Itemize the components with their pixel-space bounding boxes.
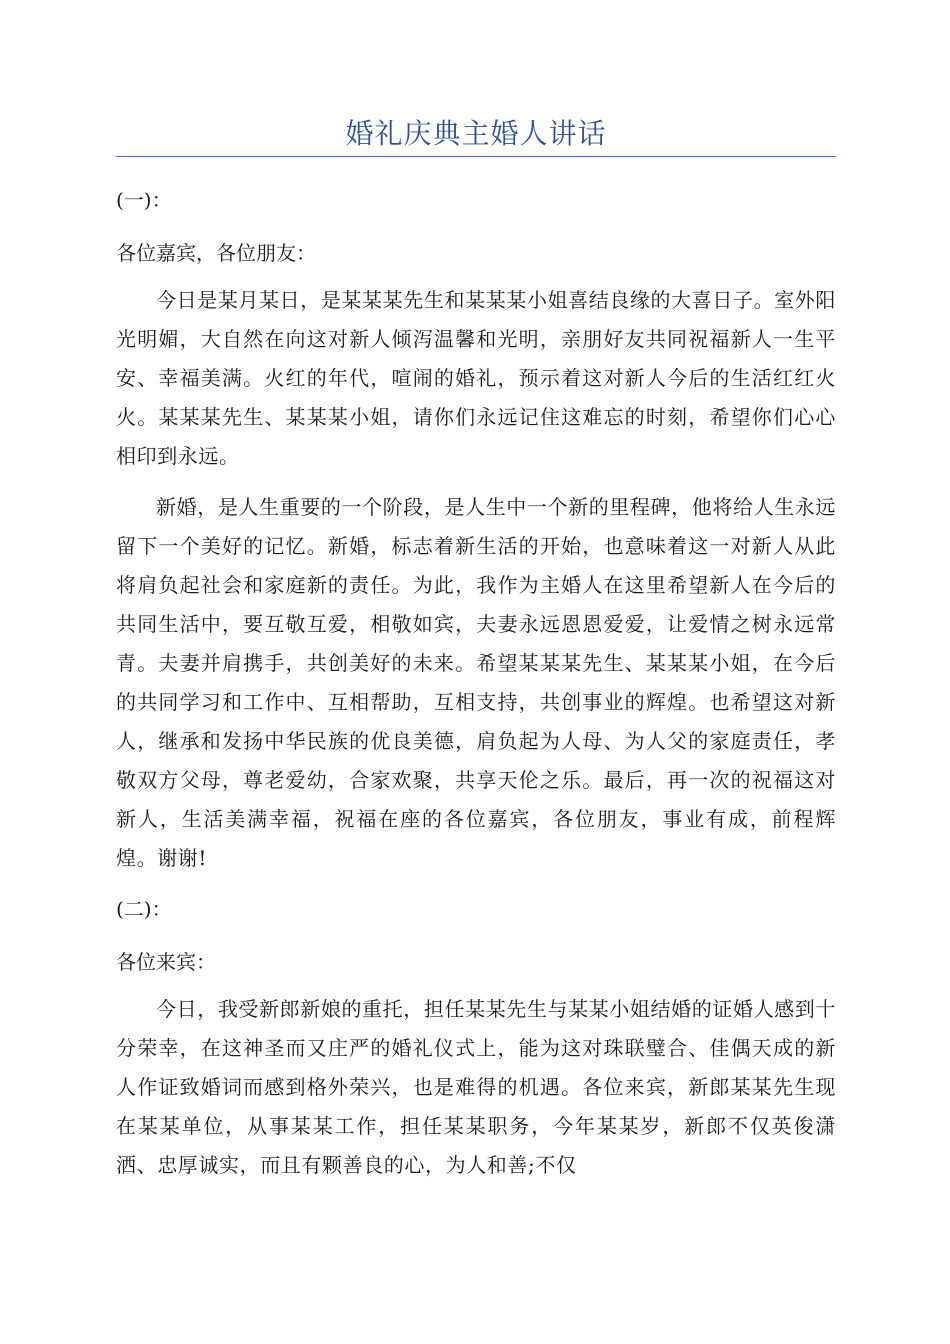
section-2-salutation: 各位来宾： [116, 950, 216, 974]
section-2-heading: (二)： [116, 897, 172, 921]
document-title: 婚礼庆典主婚人讲话 [345, 117, 607, 150]
section-2 [116, 890, 836, 1185]
document-page [116, 0, 836, 1185]
title-underline [116, 156, 836, 157]
section-1-salutation: 各位嘉宾，各位朋友： [116, 241, 316, 265]
section-1-paragraph-1: 今日是某月某日，是某某某先生和某某某小姐喜结良缘的大喜日子。室外阳光明媚，大自然在向这对新人倾泻温馨和光明，亲朋好友共同祝福新人一生平安、幸福美满。火红的年代，喧闹的婚礼，预示着这对新人今后的生活红红火火。某某某先生、某某某小姐，请你们永远记住这难忘的时刻，希望你们心心相印到永远。 [116, 288, 836, 468]
section-2-paragraph-1: 今日，我受新郎新娘的重托，担任某某先生与某某小姐结婚的证婚人感到十分荣幸，在这神圣而又庄严的婚礼仪式上，能为这对珠联璧合、佳偶天成的新人作证致婚词而感到格外荣兴，也是难得的机遇。各位来宾，新郎某某先生现在某某单位，从事某某工作，担任某某职务，今年某某岁，新郎不仅英俊潇洒、忠厚诚实，而且有颗善良的心，为人和善;不仅 [116, 997, 836, 1177]
section-1-paragraph-2: 新婚，是人生重要的一个阶段，是人生中一个新的里程碑，他将给人生永远留下一个美好的记忆。新婚，标志着新生活的开始，也意味着这一对新人从此将肩负起社会和家庭新的责任。为此，我作为主婚人在这里希望新人在今后的共同生活中，要互敬互爱，相敬如宾，夫妻永远恩恩爱爱，让爱情之树永远常青。夫妻并肩携手，共创美好的未来。希望某某某先生、某某某小姐，在今后的共同学习和工作中、互相帮助，互相支持，共创事业的辉煌。也希望这对新人，继承和发扬中华民族的优良美德，肩负起为人母、为人父的家庭责任，孝敬双方父母，尊老爱幼，合家欢聚，共享天伦之乐。最后，再一次的祝福这对新人，生活美满幸福，祝福在座的各位嘉宾，各位朋友，事业有成，前程辉煌。谢谢! [116, 495, 836, 870]
section-1-heading: (一)： [116, 188, 172, 212]
